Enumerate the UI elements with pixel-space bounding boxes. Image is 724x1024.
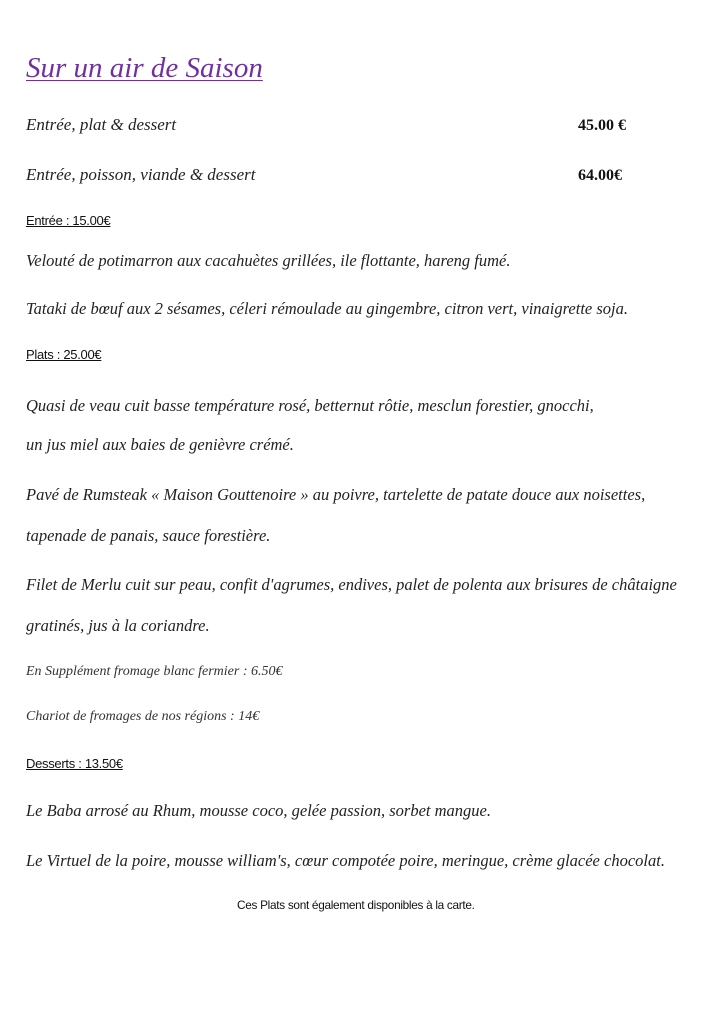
supplement-line: En Supplément fromage blanc fermier : 6.50€	[26, 664, 283, 679]
plats-heading: Plats : 25.00€	[26, 347, 102, 362]
plat-item-line: un jus miel aux baies de genièvre crémé.	[26, 435, 294, 454]
footer-note: Ces Plats sont également disponibles à la carte.	[237, 898, 475, 912]
entree-item: Velouté de potimarron aux cacahuètes grillées, ile flottante, hareng fumé.	[26, 251, 511, 270]
formula-1-price: 45.00 €	[578, 117, 626, 134]
supplement-line: Chariot de fromages de nos régions : 14€	[26, 709, 260, 724]
desserts-heading: Desserts : 13.50€	[26, 756, 123, 771]
menu-title: Sur un air de Saison	[26, 52, 263, 84]
formula-2-label: Entrée, poisson, viande & dessert	[26, 165, 256, 184]
entree-item: Tataki de bœuf aux 2 sésames, céleri rémoulade au gingembre, citron vert, vinaigrette soja.	[26, 299, 629, 318]
plat-item-line: gratinés, jus à la coriandre.	[26, 616, 210, 635]
formula-2-price: 64.00€	[578, 167, 622, 184]
plat-item-line: Quasi de veau cuit basse température rosé, betternut rôtie, mesclun forestier, gnocchi,	[26, 396, 594, 415]
plat-item-line: Filet de Merlu cuit sur peau, confit d'agrumes, endives, palet de polenta aux brisures de châtaigne	[26, 575, 677, 594]
dessert-item: Le Virtuel de la poire, mousse william's, cœur compotée poire, meringue, crème glacée chocolat.	[26, 851, 665, 870]
plat-item-line: tapenade de panais, sauce forestière.	[26, 526, 271, 545]
entree-heading: Entrée : 15.00€	[26, 213, 111, 228]
dessert-item: Le Baba arrosé au Rhum, mousse coco, gelée passion, sorbet mangue.	[26, 801, 491, 820]
plat-item-line: Pavé de Rumsteak « Maison Gouttenoire » au poivre, tartelette de patate douce aux noisettes,	[26, 485, 646, 504]
formula-1-label: Entrée, plat & dessert	[26, 115, 177, 134]
